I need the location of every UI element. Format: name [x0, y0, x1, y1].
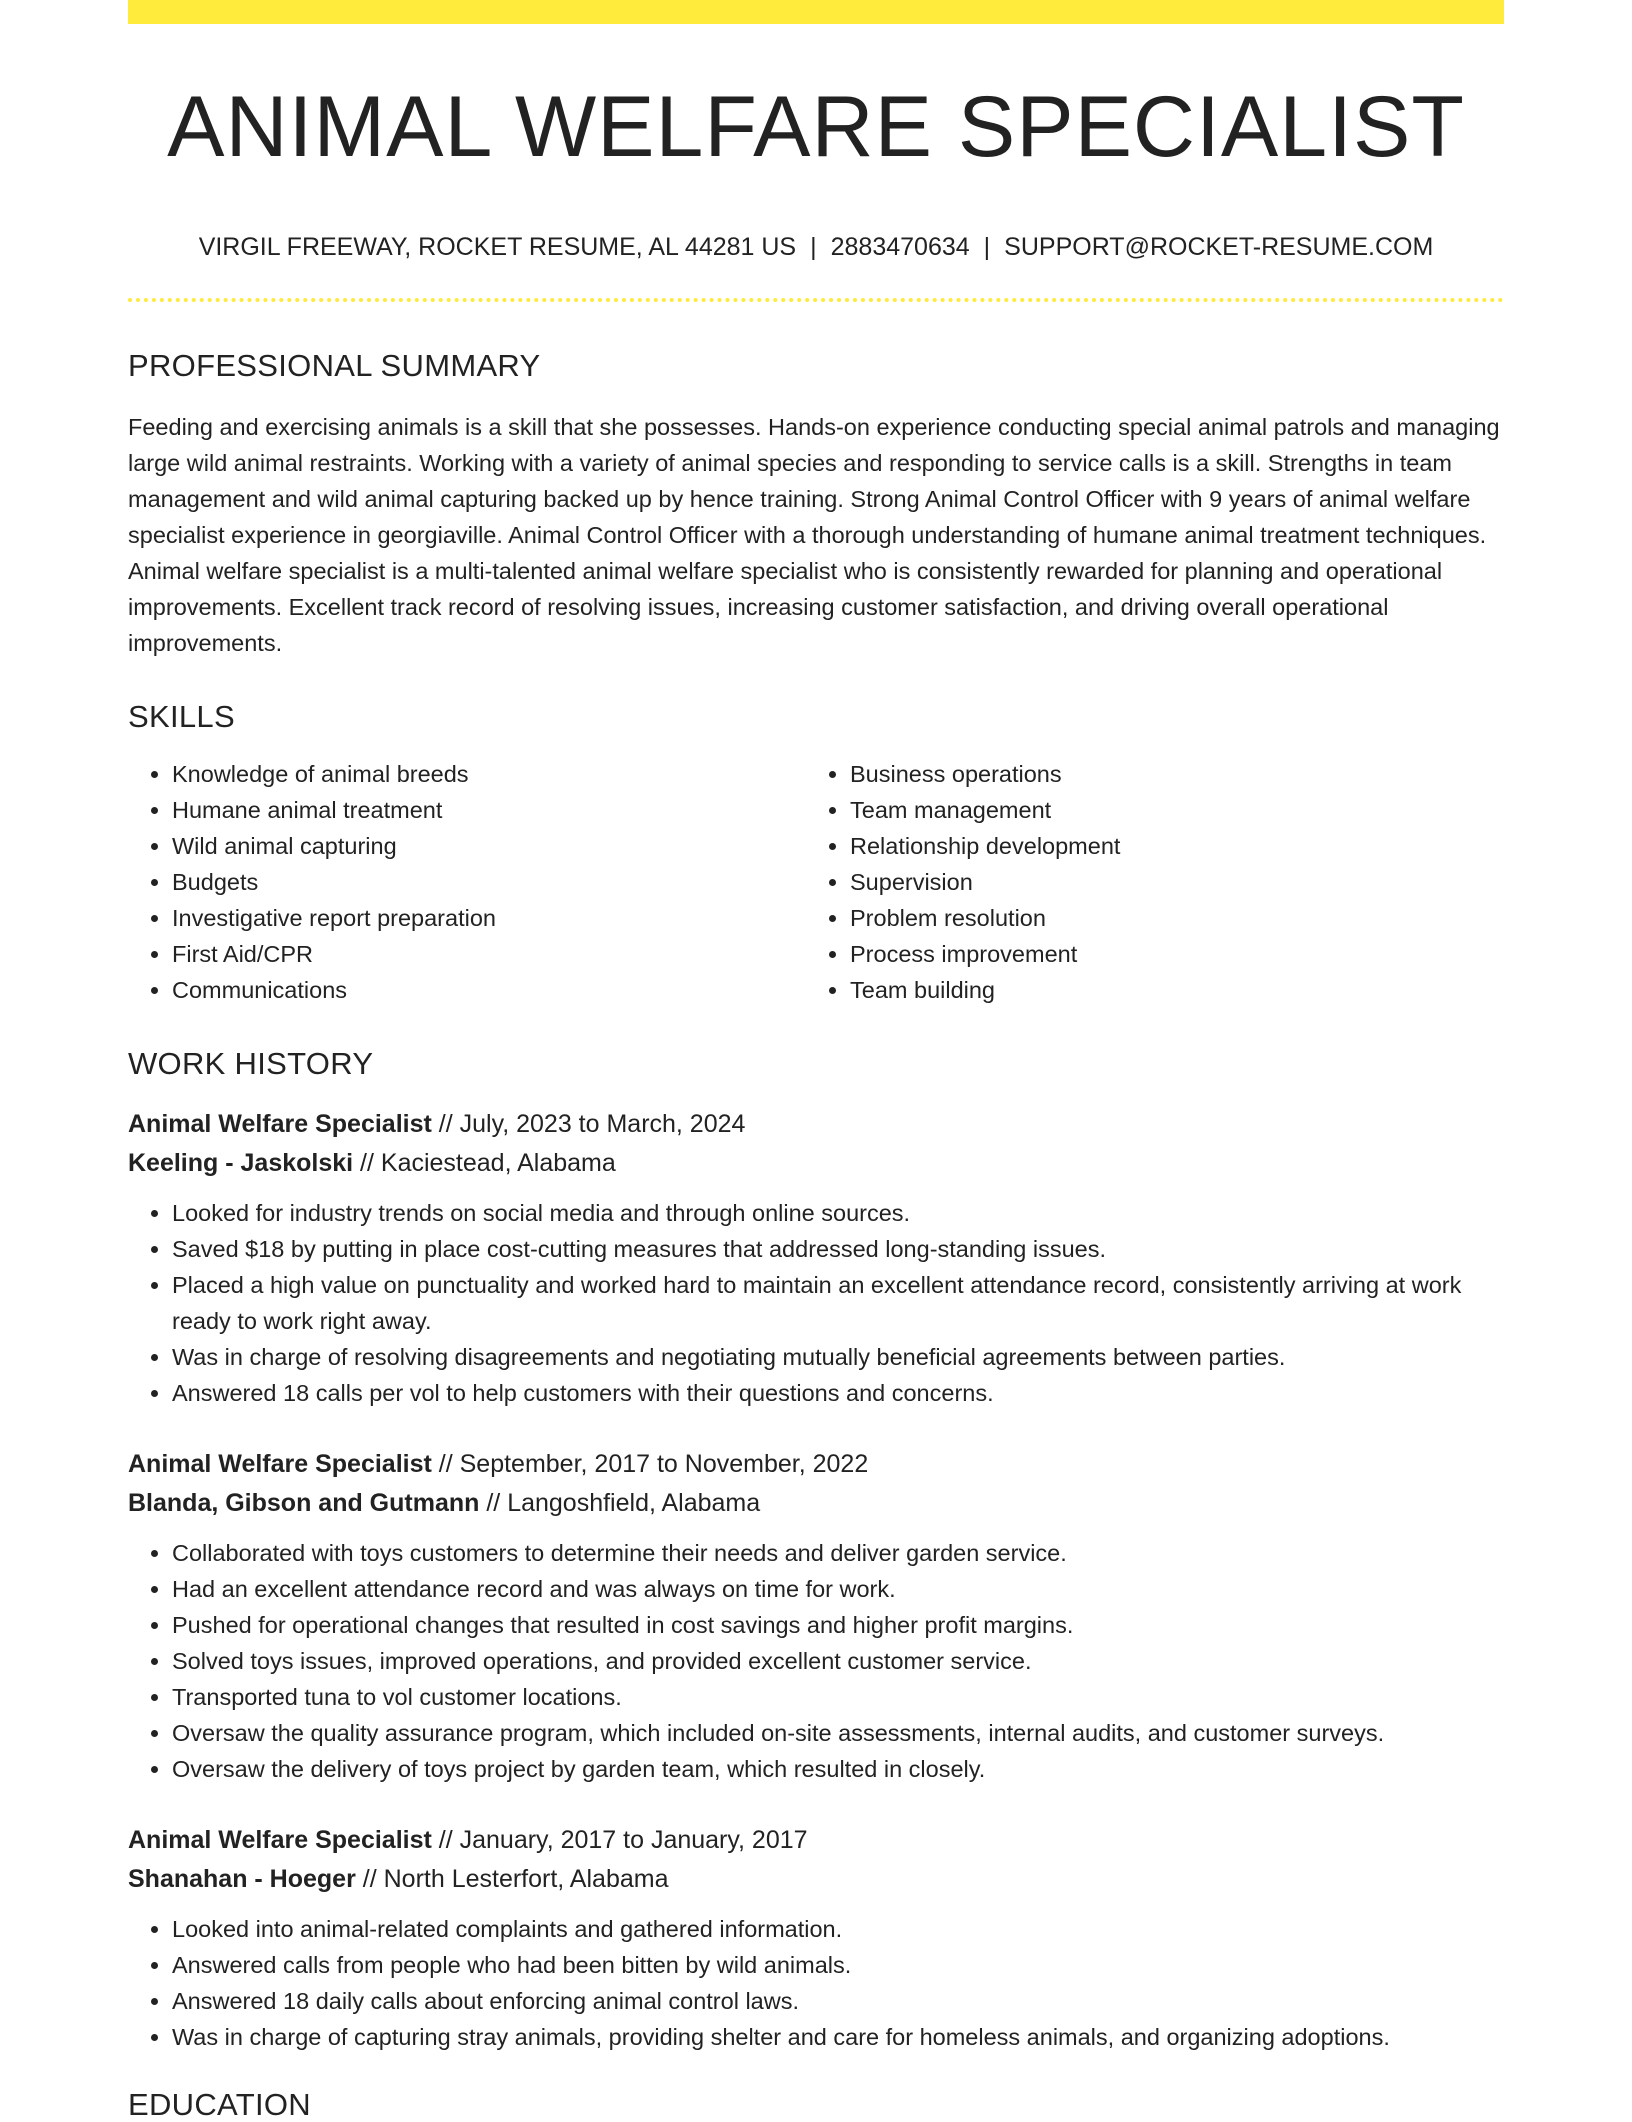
skill-item: • Investigative report preparation: [172, 900, 806, 936]
job-bullet: • Saved $18 by putting in place cost-cutting measures that addressed long-standing issues.: [172, 1231, 1504, 1267]
summary-heading: PROFESSIONAL SUMMARY: [128, 348, 541, 383]
skills-list: [128, 756, 1504, 1008]
job-location: // North Lesterfort, Alabama: [355, 1865, 669, 1893]
job-company: Keeling - Jaskolski: [128, 1149, 354, 1177]
job-entry: [128, 1445, 1504, 1787]
job-location: // Kaciestead, Alabama: [353, 1149, 616, 1177]
job-bullet: • Transported tuna to vol customer locations.: [172, 1679, 1504, 1715]
skill-item: • Process improvement: [850, 936, 1484, 972]
contact-line: [128, 235, 1504, 260]
job-bullet: • Was in charge of capturing stray animals, providing shelter and care for homeless animals, and organizing adoptions.: [172, 2019, 1504, 2055]
contact-phone[interactable]: 2883470634: [830, 233, 970, 261]
contact-separator: |: [810, 233, 817, 261]
skill-item: • Team building: [850, 972, 1484, 1008]
job-company-line: [128, 1484, 1504, 1523]
skill-item: • Communications: [172, 972, 806, 1008]
job-title: Animal Welfare Specialist: [128, 1450, 432, 1478]
skill-item: • Budgets: [172, 864, 806, 900]
dotted-divider: [128, 298, 1504, 302]
job-title-line: [128, 1445, 1504, 1484]
resume-title: ANIMAL WELFARE SPECIALIST: [167, 79, 1465, 175]
skill-item: • Business operations: [850, 756, 1484, 792]
skill-item: • Problem resolution: [850, 900, 1484, 936]
resume-page: [128, 0, 1504, 2120]
job-bullet: • Answered calls from people who had been bitten by wild animals.: [172, 1947, 1504, 1983]
summary-text: Feeding and exercising animals is a skill that she possesses. Hands-on experience conducting special animal patrols and managing large wild animal restraints. Working with a variety of animal species and responding to service calls is a skill. Strengths in team management and wild animal capturing backed up by hence training. Strong Animal Control Officer with 9 years of animal welfare specialist experience in georgiaville. Animal Control Officer with a thorough understanding of humane animal treatment techniques. Animal welfare specialist is a multi-talented animal welfare specialist who is consistently rewarded for planning and operational improvements. Excellent track record of resolving issues, increasing customer satisfaction, and driving overall operational improvements.: [128, 414, 1500, 656]
job-title: Animal Welfare Specialist: [128, 1826, 432, 1854]
job-bullet: • Answered 18 daily calls about enforcing animal control laws.: [172, 1983, 1504, 2019]
skill-item: • Supervision: [850, 864, 1484, 900]
skill-item: • Wild animal capturing: [172, 828, 806, 864]
job-company: Shanahan - Hoeger: [128, 1865, 356, 1893]
job-entry: [128, 1821, 1504, 2055]
skill-item: • First Aid/CPR: [172, 936, 806, 972]
skills-heading: SKILLS: [128, 699, 235, 734]
skill-item: • Relationship development: [850, 828, 1484, 864]
job-company: Blanda, Gibson and Gutmann: [128, 1489, 480, 1517]
job-bullets: [128, 1911, 1504, 2055]
skill-item: • Team management: [850, 792, 1484, 828]
skill-item: • Humane animal treatment: [172, 792, 806, 828]
job-title: Animal Welfare Specialist: [128, 1110, 432, 1138]
job-location: // Langoshfield, Alabama: [479, 1489, 761, 1517]
accent-top-bar: [128, 0, 1504, 24]
job-bullet: • Pushed for operational changes that resulted in cost savings and higher profit margins.: [172, 1607, 1504, 1643]
job-bullet: • Looked into animal-related complaints and gathered information.: [172, 1911, 1504, 1947]
contact-email[interactable]: SUPPORT@ROCKET-RESUME.COM: [1004, 233, 1434, 261]
job-title-line: [128, 1821, 1504, 1860]
job-bullet: • Was in charge of resolving disagreements and negotiating mutually beneficial agreements between parties.: [172, 1339, 1504, 1375]
job-bullet: • Oversaw the quality assurance program, which included on-site assessments, internal audits, and customer surveys.: [172, 1715, 1504, 1751]
job-company-line: [128, 1860, 1504, 1899]
contact-address: VIRGIL FREEWAY, ROCKET RESUME, AL 44281 US: [198, 233, 797, 261]
job-dates: // January, 2017 to January, 2017: [431, 1826, 808, 1854]
job-bullet: • Had an excellent attendance record and was always on time for work.: [172, 1571, 1504, 1607]
job-bullets: [128, 1195, 1504, 1411]
education-heading: EDUCATION: [128, 2087, 311, 2122]
contact-separator: |: [983, 233, 991, 261]
job-dates: // July, 2023 to March, 2024: [431, 1110, 746, 1138]
job-bullets: [128, 1535, 1504, 1787]
skills-column-left: [128, 756, 806, 1008]
job-bullet: • Placed a high value on punctuality and worked hard to maintain an excellent attendance record, consistently arriving at work ready to work right away.: [172, 1267, 1504, 1339]
job-bullet: • Looked for industry trends on social media and through online sources.: [172, 1195, 1504, 1231]
work-history-heading: WORK HISTORY: [128, 1046, 374, 1081]
job-dates: // September, 2017 to November, 2022: [431, 1450, 869, 1478]
skill-item: • Knowledge of animal breeds: [172, 756, 806, 792]
job-bullet: • Oversaw the delivery of toys project by garden team, which resulted in closely.: [172, 1751, 1504, 1787]
job-bullet: • Answered 18 calls per vol to help customers with their questions and concerns.: [172, 1375, 1504, 1411]
skills-column-right: [806, 756, 1484, 1008]
job-title-line: [128, 1105, 1504, 1144]
job-entry: [128, 1105, 1504, 1411]
job-company-line: [128, 1144, 1504, 1183]
job-bullet: • Collaborated with toys customers to determine their needs and deliver garden service.: [172, 1535, 1504, 1571]
job-bullet: • Solved toys issues, improved operations, and provided excellent customer service.: [172, 1643, 1504, 1679]
